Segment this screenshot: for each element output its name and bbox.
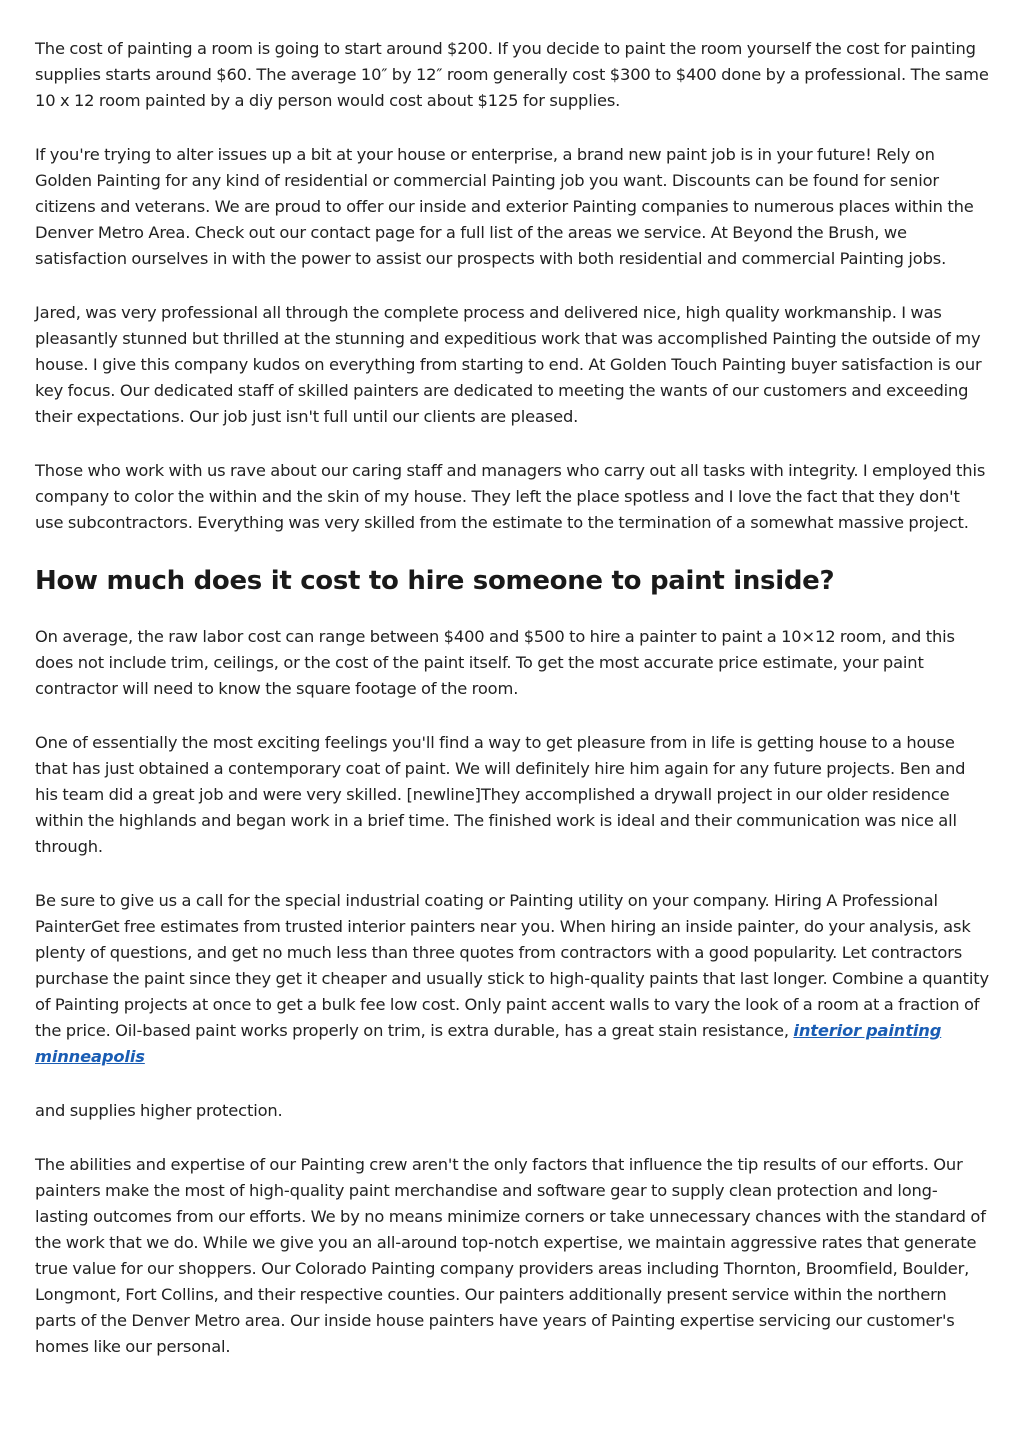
paragraph-testimonial-jared: Jared, was very professional all through the complete process and delivered nice, high quality workmanship. I was pleasantly stunned but thrilled at the stunning and expeditious work that was accomplished Painting the outside of my house. I give this company kudos on everything from starting to end. At Golden Touch Painting buyer satisfaction is our key focus. Our dedicated staff of skilled painters are dedicated to meeting the wants of our customers and exceeding their expectations. Our job just isn't full until our clients are pleased. bbox=[35, 303, 982, 426]
paragraph-testimonial-staff: Those who work with us rave about our caring staff and managers who carry out all tasks with integrity. I employed this company to color the within and the skin of my house. They left the place spotless and I love the fact that they don't use subcontractors. Everything was very skilled from the estimate to the termination of a somewhat massive project. bbox=[35, 461, 986, 532]
paragraph-golden-painting: If you're trying to alter issues up a bit at your house or enterprise, a brand new paint job is in your future! Rely on Golden Painting for any kind of residential or commercial Painting job you want. Discounts can be found for senior citizens and veterans. We are proud to offer our inside and exterior Painting companies to numerous places within the Denver Metro Area. Check out our contact page for a full list of the areas we service. At Beyond the Brush, we satisfaction ourselves in with the power to assist our prospects with both residential and commercial Painting jobs. bbox=[35, 145, 974, 268]
section-heading: How much does it cost to hire someone to paint inside? bbox=[35, 566, 835, 596]
paragraph-crew-expertise: The abilities and expertise of our Painting crew aren't the only factors that influence the tip results of our efforts. Our painters make the most of high-quality paint merchandise and software gear to supply clean protection and long-lasting outcomes from our efforts. We by no means minimize corners or take unnecessary chances with the standard of the work that we do. While we give you an all-around top-notch expertise, we maintain aggressive rates that generate true value for our shoppers. Our Colorado Painting company providers areas including Thornton, Broomfield, Boulder, Longmont, Fort Collins, and their respective counties. Our painters additionally present service within the northern parts of the Denver Metro area. Our inside house painters have years of Painting expertise servicing our customer's homes like our personal. bbox=[35, 1155, 986, 1356]
interior-painting-link[interactable]: interior painting minneapolis bbox=[35, 1021, 942, 1066]
paragraph-protection: and supplies higher protection. bbox=[35, 1101, 283, 1120]
paragraph-labor-cost: On average, the raw labor cost can range between $400 and $500 to hire a painter to paint a 10×12 room, and this does not include trim, ceilings, or the cost of the paint itself. To get the most accurate price estimate, your paint contractor will need to know the square footage of the room. bbox=[35, 627, 955, 698]
paragraph-room-cost: The cost of painting a room is going to start around $200. If you decide to paint the room yourself the cost for painting supplies starts around $60. The average 10″ by 12″ room generally cost $300 to $400 done by a professional. The same 10 x 12 room painted by a diy person would cost about $125 for supplies. bbox=[35, 39, 989, 110]
hiring-tips-text: Be sure to give us a call for the special industrial coating or Painting utility on your company. Hiring A Professional PainterGet free estimates from trusted interior painters near you. When hiring an inside painter, do your analysis, ask plenty of questions, and get no much less than three quotes from contractors with a good popularity. Let contractors purchase the paint since they get it cheaper and usually stick to high-quality paints that last longer. Combine a quantity of Painting projects at once to get a bulk fee low cost. Only paint accent walls to vary the look of a room at a fraction of the price. Oil-based paint works properly on trim, is extra durable, has a great stain resistance, bbox=[35, 891, 989, 1040]
paragraph-hiring-tips bbox=[35, 888, 990, 1070]
paragraph-fresh-paint: One of essentially the most exciting feelings you'll find a way to get pleasure from in life is getting house to a house that has just obtained a contemporary coat of paint. We will definitely hire him again for any future projects. Ben and his team did a great job and were very skilled. [newline]They accomplished a drywall project in our older residence within the highlands and began work in a brief time. The finished work is ideal and their communication was nice all through. bbox=[35, 733, 966, 856]
